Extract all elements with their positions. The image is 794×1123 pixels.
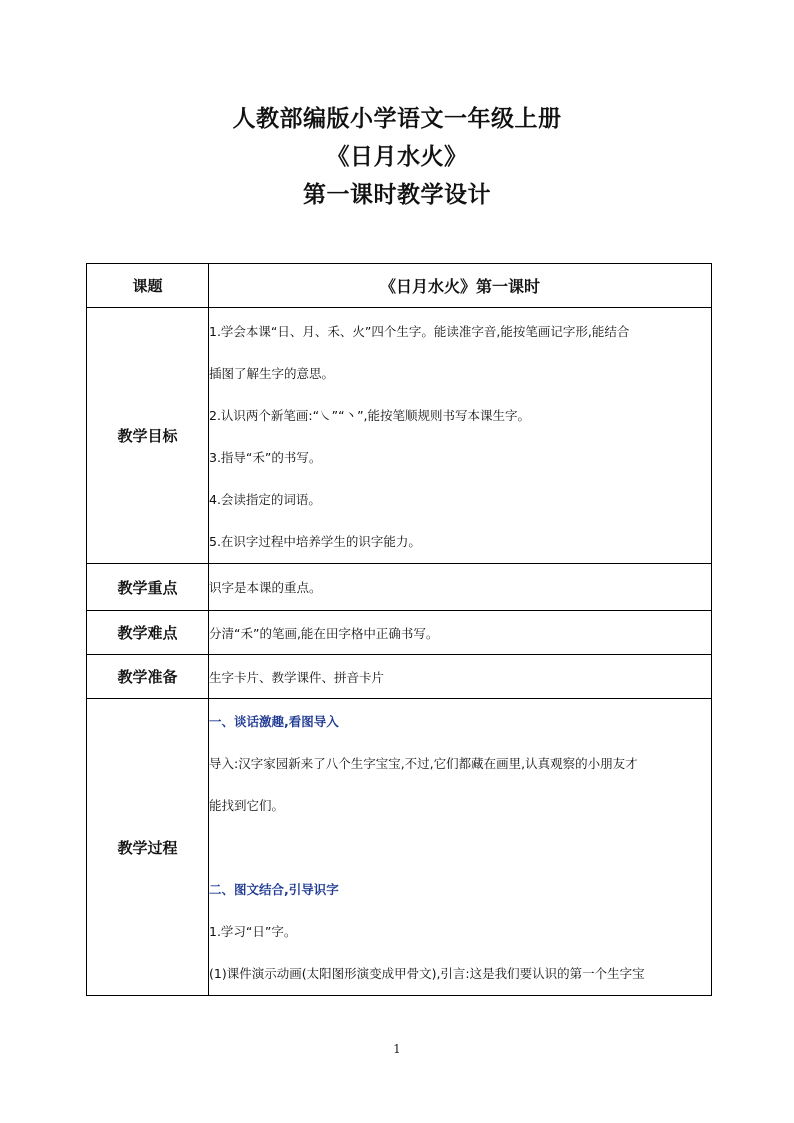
table-row-key-points (87, 564, 712, 611)
process-value (209, 699, 712, 996)
page-number: 1 (393, 1042, 401, 1056)
preparation-label: 教学准备 (87, 655, 209, 699)
table-row-preparation (87, 655, 712, 699)
goals-label: 教学目标 (87, 308, 209, 564)
title-line-design: 第一课时教学设计 (303, 182, 491, 208)
table-row-goals (87, 308, 712, 564)
process-line: 导入:汉字家园新来了八个生字宝宝,不过,它们都藏在画里,认真观察的小朋友才 (209, 756, 638, 771)
goal-line: 2.认识两个新笔画:“㇏”“丶”,能按笔顺规则书写本课生字。 (209, 408, 531, 423)
goal-line: 4.会读指定的词语。 (209, 492, 321, 507)
goal-line: 5.在识字过程中培养学生的识字能力。 (209, 534, 421, 549)
lesson-plan-table (86, 263, 712, 996)
goal-line: 插图了解生字的意思。 (209, 366, 335, 381)
table-row-difficulties (87, 611, 712, 655)
title-line-lesson: 《日月水火》 (326, 144, 468, 170)
process-line: 能找到它们。 (209, 798, 285, 813)
process-section-title: 二、图文结合,引导识字 (209, 882, 339, 897)
process-section-title: 一、谈话激趣,看图导入 (209, 714, 339, 729)
process-label: 教学过程 (87, 699, 209, 996)
preparation-value: 生字卡片、教学课件、拼音卡片 (209, 655, 712, 699)
process-line: (1)课件演示动画(太阳图形演变成甲骨文),引言:这是我们要认识的第一个生字宝 (209, 966, 645, 981)
key-points-value: 识字是本课的重点。 (209, 564, 712, 611)
table-row-topic (87, 264, 712, 308)
process-line: 1.学习“日”字。 (209, 924, 297, 939)
difficulties-value: 分清“禾”的笔画,能在田字格中正确书写。 (209, 611, 712, 655)
topic-label: 课题 (87, 264, 209, 308)
goals-value (209, 308, 712, 564)
goal-line: 3.指导“禾”的书写。 (209, 450, 322, 465)
topic-value: 《日月水火》第一课时 (209, 264, 712, 308)
title-line-grade: 人教部编版小学语文一年级上册 (232, 106, 562, 132)
difficulties-label: 教学难点 (87, 611, 209, 655)
table-row-process (87, 699, 712, 996)
key-points-label: 教学重点 (87, 564, 209, 611)
goal-line: 1.学会本课“日、月、禾、火”四个生字。能读准字音,能按笔画记字形,能结合 (209, 324, 630, 339)
process-blank-line (209, 827, 711, 869)
document-title (0, 100, 794, 214)
